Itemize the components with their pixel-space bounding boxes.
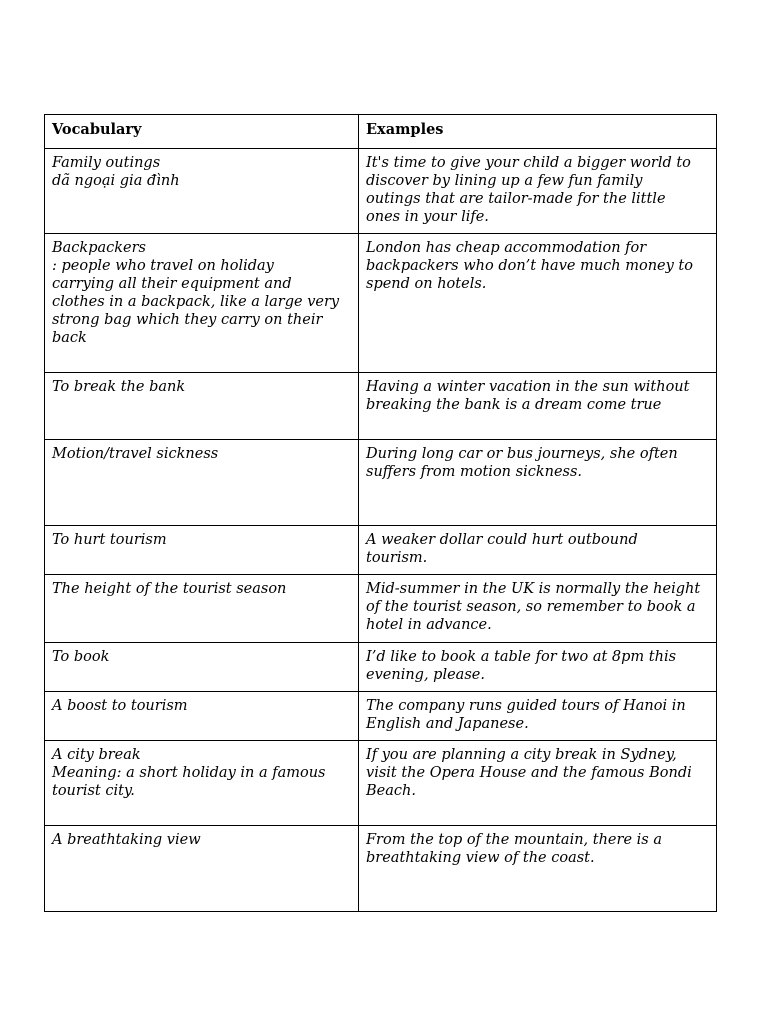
example-line: From the top of the mountain, there is a: [366, 832, 662, 848]
example-line: If you are planning a city break in Sydney,: [366, 747, 677, 763]
vocabulary-line: To break the bank: [52, 379, 186, 395]
table-row: [45, 234, 717, 373]
vocabulary-cell: [45, 373, 359, 440]
example-line: breathtaking view of the coast.: [366, 850, 595, 866]
vocabulary-line: tourist city.: [52, 783, 135, 799]
vocabulary-line: back: [52, 330, 87, 346]
vocabulary-line: Family outings: [52, 155, 161, 171]
table-row: [45, 643, 717, 692]
example-line: suffers from motion sickness.: [366, 464, 583, 480]
vocabulary-line: The height of the tourist season: [52, 581, 287, 597]
example-line: of the tourist season, so remember to book a: [366, 599, 696, 615]
vocabulary-line: : people who travel on holiday: [52, 258, 274, 274]
example-line: hotel in advance.: [366, 617, 492, 633]
example-cell: [359, 826, 717, 912]
example-line: outings that are tailor-made for the little: [366, 191, 666, 207]
example-line: During long car or bus journeys, she often: [366, 446, 678, 462]
header-examples: Examples: [359, 115, 717, 149]
vocabulary-line: carrying all their equipment and: [52, 276, 292, 292]
vocabulary-line: A city break: [52, 747, 141, 763]
table-header-row: [45, 115, 717, 149]
vocabulary-cell: [45, 692, 359, 741]
vocabulary-cell: [45, 234, 359, 373]
example-cell: [359, 373, 717, 440]
example-line: I’d like to book a table for two at 8pm this: [366, 649, 677, 665]
example-line: London has cheap accommodation for: [366, 240, 647, 256]
vocabulary-line: strong bag which they carry on their: [52, 312, 323, 328]
example-cell: [359, 440, 717, 526]
example-line: visit the Opera House and the famous Bondi: [366, 765, 692, 781]
example-line: evening, please.: [366, 667, 485, 683]
example-cell: [359, 741, 717, 826]
example-line: It's time to give your child a bigger world to: [366, 155, 691, 171]
table-row: [45, 373, 717, 440]
example-cell: [359, 643, 717, 692]
vocabulary-line: To hurt tourism: [52, 532, 167, 548]
example-line: The company runs guided tours of Hanoi in: [366, 698, 686, 714]
example-line: breaking the bank is a dream come true: [366, 397, 662, 413]
vocabulary-cell: [45, 741, 359, 826]
table-row: [45, 826, 717, 912]
header-vocabulary: Vocabulary: [45, 115, 359, 149]
vocabulary-cell: [45, 826, 359, 912]
example-cell: [359, 526, 717, 575]
vocabulary-cell: [45, 575, 359, 643]
example-line: A weaker dollar could hurt outbound: [366, 532, 638, 548]
example-line: tourism.: [366, 550, 428, 566]
example-line: Beach.: [366, 783, 416, 799]
vocabulary-cell: [45, 440, 359, 526]
table-body: [45, 149, 717, 912]
table-row: [45, 741, 717, 826]
vocabulary-line: Meaning: a short holiday in a famous: [52, 765, 326, 781]
vocabulary-line: Backpackers: [52, 240, 146, 256]
example-cell: [359, 575, 717, 643]
example-line: spend on hotels.: [366, 276, 487, 292]
vocabulary-line: A boost to tourism: [52, 698, 188, 714]
example-cell: [359, 692, 717, 741]
example-line: discover by lining up a few fun family: [366, 173, 643, 189]
vocabulary-cell: [45, 149, 359, 234]
example-line: Mid-summer in the UK is normally the height: [366, 581, 701, 597]
example-line: backpackers who don’t have much money to: [366, 258, 693, 274]
example-cell: [359, 149, 717, 234]
vocabulary-line: A breathtaking view: [52, 832, 201, 848]
example-line: English and Japanese.: [366, 716, 529, 732]
vocabulary-line: dã ngoại gia đình: [52, 173, 180, 189]
example-cell: [359, 234, 717, 373]
vocabulary-line: clothes in a backpack, like a large very: [52, 294, 340, 310]
table-row: [45, 692, 717, 741]
vocabulary-cell: [45, 643, 359, 692]
table-row: [45, 526, 717, 575]
example-line: Having a winter vacation in the sun without: [366, 379, 690, 395]
vocabulary-cell: [45, 526, 359, 575]
table-row: [45, 440, 717, 526]
table-row: [45, 575, 717, 643]
table-row: [45, 149, 717, 234]
vocabulary-line: To book: [52, 649, 110, 665]
vocabulary-table: [44, 114, 717, 912]
example-line: ones in your life.: [366, 209, 489, 225]
vocabulary-line: Motion/travel sickness: [52, 446, 219, 462]
